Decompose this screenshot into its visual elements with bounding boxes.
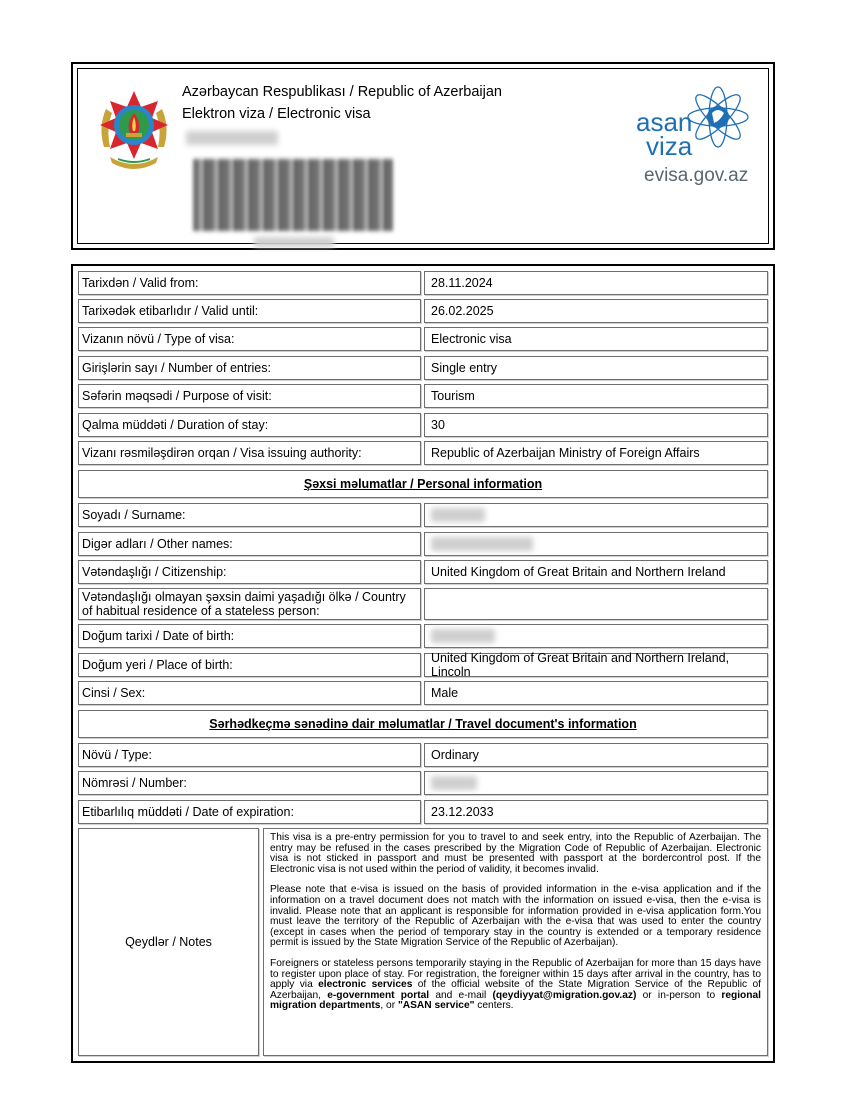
asan-viza-logo	[632, 77, 762, 187]
asan-service-text: "ASAN service"	[397, 1000, 475, 1012]
doc-number-value	[424, 771, 768, 795]
duration-label: Qalma müddəti / Duration of stay:	[78, 413, 421, 437]
duration-value: 30	[424, 413, 768, 437]
header-title-line1: Azərbaycan Respublikası / Republic of Azerbaijan	[182, 84, 502, 100]
doc-type-label: Növü / Type:	[78, 743, 421, 767]
authority-value: Republic of Azerbaijan Ministry of Foreign Affairs	[424, 441, 768, 465]
logo-viza-text: viza	[646, 131, 693, 161]
notes-label: Qeydlər / Notes	[78, 828, 259, 1056]
barcode	[194, 159, 394, 231]
redacted-surname	[431, 508, 485, 522]
logo-site-text: evisa.gov.az	[644, 165, 749, 186]
pob-label: Doğum yeri / Place of birth:	[78, 653, 421, 677]
sex-value: Male	[424, 681, 768, 705]
surname-label: Soyadı / Surname:	[78, 503, 421, 527]
visa-header	[71, 62, 775, 250]
regional-migration-departments-text: regional migration departments	[270, 989, 761, 1012]
entries-value: Single entry	[424, 356, 768, 380]
header-title	[182, 81, 502, 125]
visa-type-label: Vizanın növü / Type of visa:	[78, 327, 421, 351]
notes-text	[263, 828, 768, 1056]
expiry-value: 23.12.2033	[424, 800, 768, 824]
purpose-value: Tourism	[424, 384, 768, 408]
doc-number-label: Nömrəsi / Number:	[78, 771, 421, 795]
entries-label: Girişlərin sayı / Number of entries:	[78, 356, 421, 380]
valid-from-label: Tarixdən / Valid from:	[78, 271, 421, 295]
valid-until-value: 26.02.2025	[424, 299, 768, 323]
valid-until-label: Tarixədək etibarlıdır / Valid until:	[78, 299, 421, 323]
travel-doc-heading: Sərhədkeçmə sənədinə dair məlumatlar / Travel document's information	[78, 710, 768, 738]
azerbaijan-emblem-icon	[96, 87, 172, 175]
stateless-residence-value	[424, 588, 768, 620]
pob-value: United Kingdom of Great Britain and Northern Ireland, Lincoln	[424, 653, 768, 677]
header-title-line2: Elektron viza / Electronic visa	[182, 106, 371, 122]
dob-value	[424, 624, 768, 648]
doc-type-value: Ordinary	[424, 743, 768, 767]
other-names-value	[424, 532, 768, 556]
e-government-portal-text: e-government portal	[327, 989, 430, 1001]
redacted-barcode-number	[254, 237, 334, 247]
registration-email-text: (qeydiyyat@migration.gov.az)	[492, 989, 637, 1001]
sex-label: Cinsi / Sex:	[78, 681, 421, 705]
visa-header-inner	[77, 68, 769, 244]
other-names-label: Digər adları / Other names:	[78, 532, 421, 556]
citizenship-label: Vətəndaşlığı / Citizenship:	[78, 560, 421, 584]
personal-info-heading: Şəxsi məlumatlar / Personal information	[78, 470, 768, 498]
notes-paragraph-3: Foreigners or stateless persons temporarily staying in the Republic of Azerbaijan for more than 15 days have to register upon place of stay. For registration, the foreigner within 15 days after arrival in the country, has to apply via electronic services of the official website of the State Migration Service of the Republic of Azerbaijan, e-government portal and e-mail (qeydiyyat@migration.gov.az) or in-person to regional migration departments, or "ASAN service" centers.	[270, 957, 761, 1012]
citizenship-value: United Kingdom of Great Britain and Northern Ireland	[424, 560, 768, 584]
notes-paragraph-1: This visa is a pre-entry permission for you to travel to and seek entry, into the Republic of Azerbaijan. The entry may be refused in the cases prescribed by the Migration Code of Republic of Azerbaijan. Electronic visa is not sticked in passport and must be presented with passport at the bordercontrol post. If the Electronic visa is not used within the period of validity, it becomes invalid.	[270, 832, 761, 875]
redacted-visa-number	[186, 131, 278, 145]
redacted-dob	[431, 629, 495, 643]
surname-value	[424, 503, 768, 527]
notes-paragraph-2: Please note that e-visa is issued on the basis of provided information in the e-visa application and if the information on a travel document does not match with the information on issued e-visa, then the e-visa is invalid. Please note that an applicant is responsible for information provided in e-visa application form.You must leave the territory of the Republic of Azerbaijan with the e-visa that was used to enter the country (except in cases when the period of temporary stay in the country is extended or a temporary residence permit is issued by the State Migration Service of the Republic of Azerbaijan).	[270, 884, 761, 949]
electronic-services-text: electronic services	[318, 979, 413, 991]
expiry-label: Etibarlılıq müddəti / Date of expiration:	[78, 800, 421, 824]
stateless-residence-label: Vətəndaşlığı olmayan şəxsin daimi yaşadığı ölkə / Country of habitual residence of a stateless person:	[78, 588, 421, 620]
authority-label: Vizanı rəsmiləşdirən orqan / Visa issuing authority:	[78, 441, 421, 465]
visa-type-value: Electronic visa	[424, 327, 768, 351]
purpose-label: Səfərin məqsədi / Purpose of visit:	[78, 384, 421, 408]
redacted-doc-number	[431, 776, 477, 790]
redacted-other-names	[431, 537, 533, 551]
logo-asan-text: asan	[636, 107, 693, 137]
dob-label: Doğum tarixi / Date of birth:	[78, 624, 421, 648]
valid-from-value: 28.11.2024	[424, 271, 768, 295]
